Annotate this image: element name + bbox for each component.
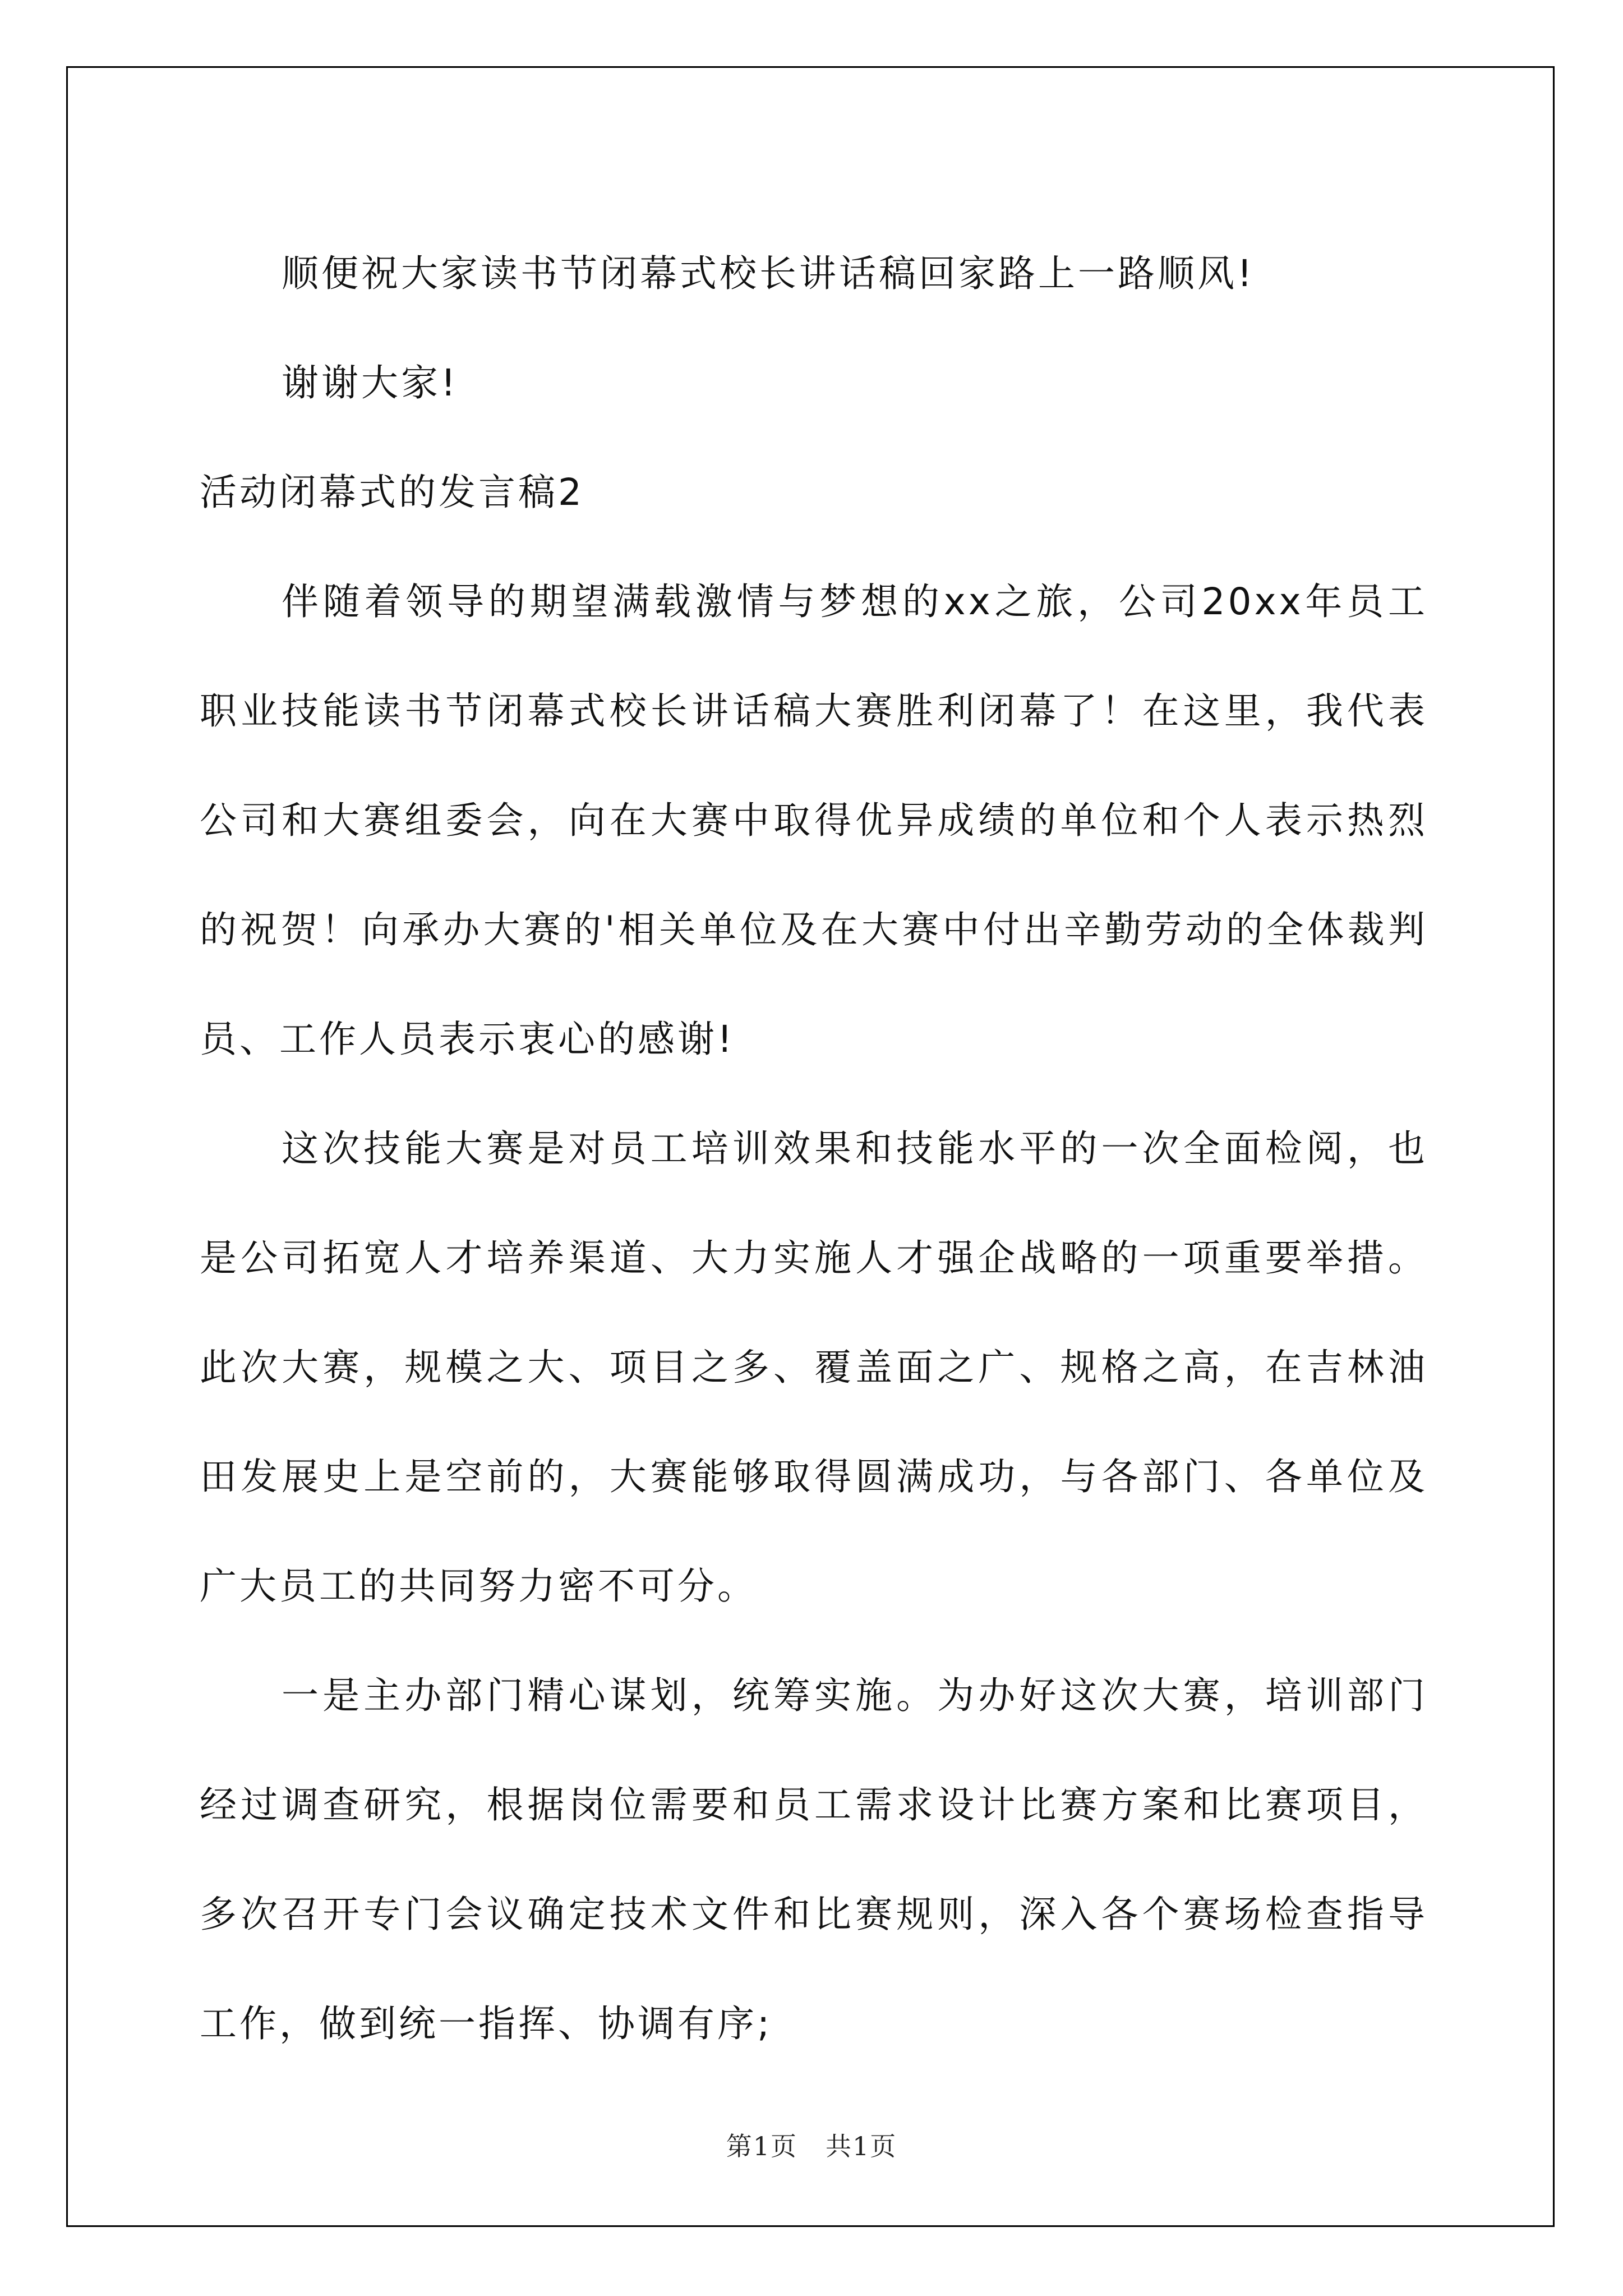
- page-number: 第1页: [726, 2131, 798, 2161]
- page-footer: [0, 2126, 1623, 2163]
- paragraph: 顺便祝大家读书节闭幕式校长讲话稿回家路上一路顺风!: [282, 252, 1255, 295]
- section-heading: 活动闭幕式的发言稿2: [200, 471, 584, 514]
- paragraph: 谢谢大家!: [282, 361, 459, 404]
- paragraph: 一是主办部门精心谋划，统筹实施。为办好这次大赛，培训部门经过调查研究，根据岗位需要和员工需求设计比赛方案和比赛项目，多次召开专门会议确定技术文件和比赛规则，深入各个赛场检查指导工作，做到统一指挥、协调有序;: [200, 1674, 1428, 2045]
- document-body: [200, 219, 1428, 2078]
- paragraph: 伴随着领导的期望满载激情与梦想的xx之旅，公司20xx年员工职业技能读书节闭幕式校长讲话稿大赛胜利闭幕了！在这里，我代表公司和大赛组委会，向在大赛中取得优异成绩的单位和个人表示热烈的祝贺！向承办大赛的'相关单位及在大赛中付出辛勤劳动的全体裁判员、工作人员表示衷心的感谢!: [200, 580, 1428, 1061]
- paragraph: 这次技能大赛是对员工培训效果和技能水平的一次全面检阅，也是公司拓宽人才培养渠道、大力实施人才强企战略的一项重要举措。此次大赛，规模之大、项目之多、覆盖面之广、规格之高，在吉林油田发展史上是空前的，大赛能够取得圆满成功，与各部门、各单位及广大员工的共同努力密不可分。: [200, 1127, 1428, 1608]
- page-total: 共1页: [825, 2131, 897, 2161]
